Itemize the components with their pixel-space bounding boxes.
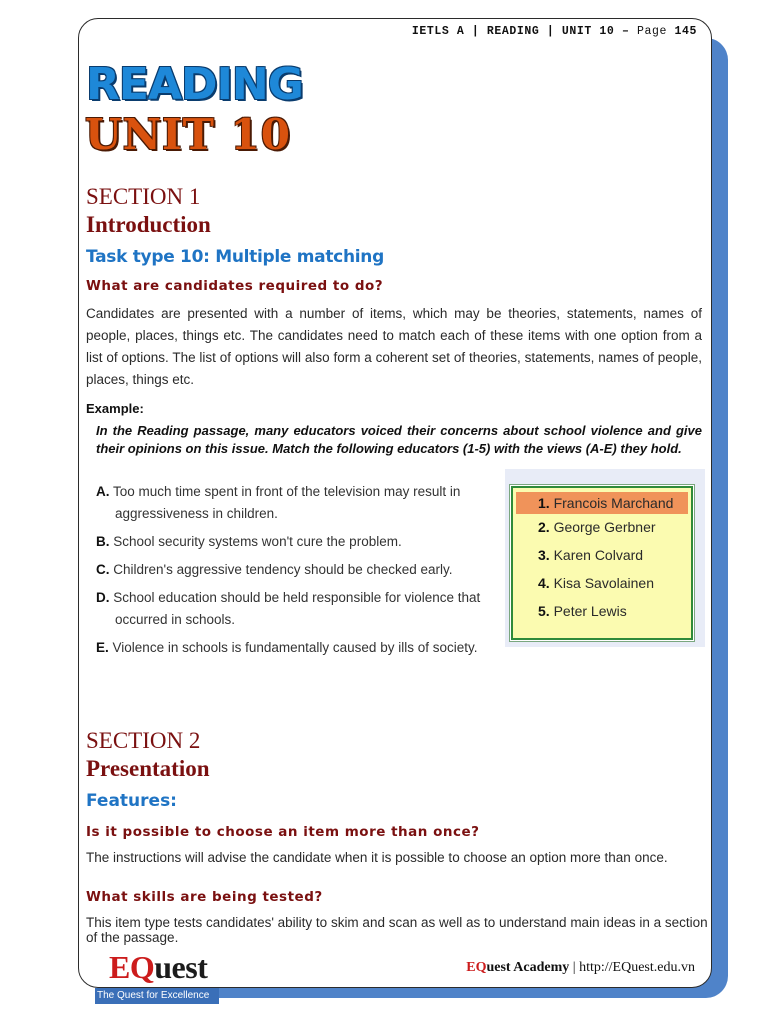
academy-eq: EQ [466, 960, 487, 975]
educator-name: Francois Marchand [553, 495, 674, 511]
header-book: IETLS A [411, 25, 465, 38]
view-item-c [96, 559, 506, 581]
view-text: School education should be held responsible for violence that occurred in schools. [113, 590, 481, 627]
views-list [96, 481, 506, 665]
view-text: Children's aggressive tendency should be checked early. [113, 562, 453, 577]
educator-name: Peter Lewis [553, 603, 627, 619]
header-section: READING [486, 25, 540, 38]
question-heading: What are candidates required to do? [86, 278, 384, 294]
view-letter: C. [96, 562, 110, 577]
example-label: Example: [86, 401, 144, 416]
educator-num: 3. [538, 547, 550, 563]
intro-paragraph: Candidates are presented with a number of items, which may be theories, statements, names of people, places, things etc. The candidates need to match each of these items with one option from a list of options. The list of options will also form a coherent set of theories, statements, names of people, places, things etc. [86, 306, 702, 387]
section1-name: Introduction [86, 212, 211, 237]
reading-title: READING [86, 59, 303, 110]
educator-num: 1. [538, 495, 550, 511]
educator-item [513, 570, 691, 598]
task-type-heading: Task type 10: Multiple matching [86, 247, 384, 267]
educator-name: Karen Colvard [553, 547, 644, 563]
educator-item [513, 542, 691, 570]
header-page-word: Page [636, 25, 667, 38]
educator-name: George Gerbner [553, 519, 656, 535]
view-item-a [96, 481, 506, 525]
footer-separator: | [572, 960, 576, 975]
educator-item [516, 492, 688, 514]
view-text: Too much time spent in front of the television may result in aggressiveness in children. [113, 484, 461, 521]
view-item-d [96, 587, 506, 631]
educator-item [513, 514, 691, 542]
section2-label: SECTION 2 [86, 728, 201, 753]
question-heading: Is it possible to choose an item more than once? [86, 824, 480, 840]
answer-paragraph: The instructions will advise the candidate when it is possible to choose an option more than once. [86, 850, 668, 865]
view-letter: A. [96, 484, 110, 499]
educator-name: Kisa Savolainen [553, 575, 654, 591]
educator-item [513, 598, 691, 626]
educator-num: 2. [538, 519, 550, 535]
header-unit: UNIT 10 [561, 25, 615, 38]
view-letter: E. [96, 640, 109, 655]
view-item-b [96, 531, 506, 553]
logo-rest: uest [154, 949, 208, 985]
educators-box [511, 486, 693, 640]
features-heading: Features: [86, 791, 177, 811]
answer-paragraph: This item type tests candidates' ability to skim and scan as well as to understand main ideas in a section of the passage. [86, 915, 708, 945]
logo-eq: EQ [109, 949, 155, 985]
equest-logo [109, 951, 207, 983]
section1-label: SECTION 1 [86, 184, 201, 209]
section2-name: Presentation [86, 756, 210, 781]
view-letter: B. [96, 534, 110, 549]
question-heading: What skills are being tested? [86, 889, 323, 905]
view-item-e [96, 637, 506, 659]
view-text: School security systems won't cure the problem. [113, 534, 402, 549]
header-page-number: 145 [674, 25, 697, 38]
running-header: IETLS A | READING | UNIT 10 – Page 145 [411, 25, 697, 38]
footer-url[interactable]: http://EQuest.edu.vn [579, 960, 695, 975]
view-letter: D. [96, 590, 110, 605]
example-instruction: In the Reading passage, many educators voiced their concerns about school violence and give their opinions on this issue. Match the following educators (1-5) with the views (A-E) they hold. [96, 423, 702, 456]
educator-num: 5. [538, 603, 550, 619]
page [78, 18, 712, 1001]
academy-name: uest Academy [486, 960, 570, 975]
educator-num: 4. [538, 575, 550, 591]
logo-tagline: The Quest for Excellence [95, 988, 219, 1004]
view-text: Violence in schools is fundamentally caused by ills of society. [112, 640, 478, 655]
unit-title: UNIT 10 [85, 110, 291, 159]
footer-credit [466, 960, 695, 976]
